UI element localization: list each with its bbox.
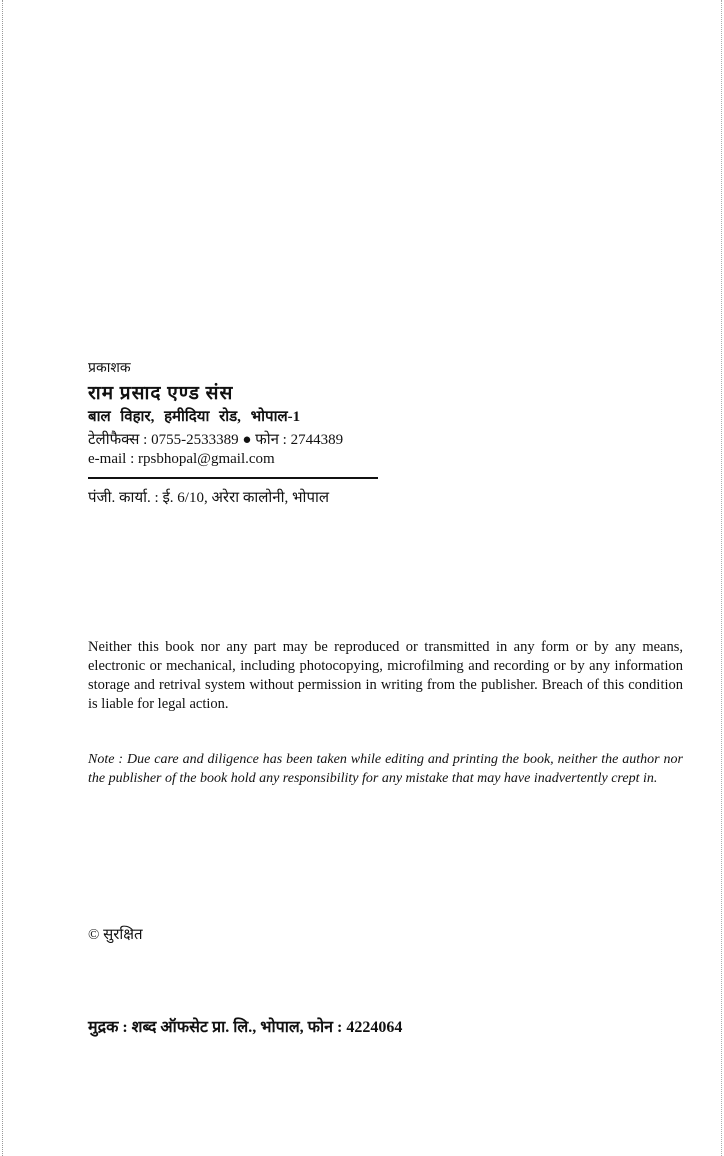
disclaimer-note: Note : Due care and diligence has been taken while editing and printing the book, neither the author nor the publisher of the book hold any responsibility for any mistake that may have inadvertently crept in.: [88, 752, 683, 786]
printer-info: मुद्रक : शब्द ऑफसेट प्रा. लि., भोपाल, फोन : 4224064: [88, 1019, 403, 1036]
rights-notice: Neither this book nor any part may be reproduced or transmitted in any form or by any means, electronic or mechanical, including photocopying, microfilming and recording or by any information storage and retrival system without permission in writing from the publisher. Breach of this condition is liable for legal action.: [88, 639, 683, 712]
publisher-telephone: टेलीफैक्स : 0755-2533389 ● फोन : 2744389: [88, 432, 344, 448]
registered-office: पंजी. कार्या. : ई. 6/10, अरेरा कालोनी, भोपाल: [88, 490, 330, 506]
page-edge-left: [2, 0, 3, 1156]
publisher-name: राम प्रसाद एण्ड संस: [88, 383, 234, 404]
page-edge-right: [721, 0, 722, 1156]
publisher-address: बाल विहार, हमीदिया रोड, भोपाल-1: [88, 409, 301, 425]
publisher-label: प्रकाशक: [88, 361, 131, 376]
copyright-notice: © सुरक्षित: [88, 927, 143, 943]
divider-rule: [88, 477, 378, 479]
publisher-email: e-mail : rpsbhopal@gmail.com: [88, 451, 275, 467]
